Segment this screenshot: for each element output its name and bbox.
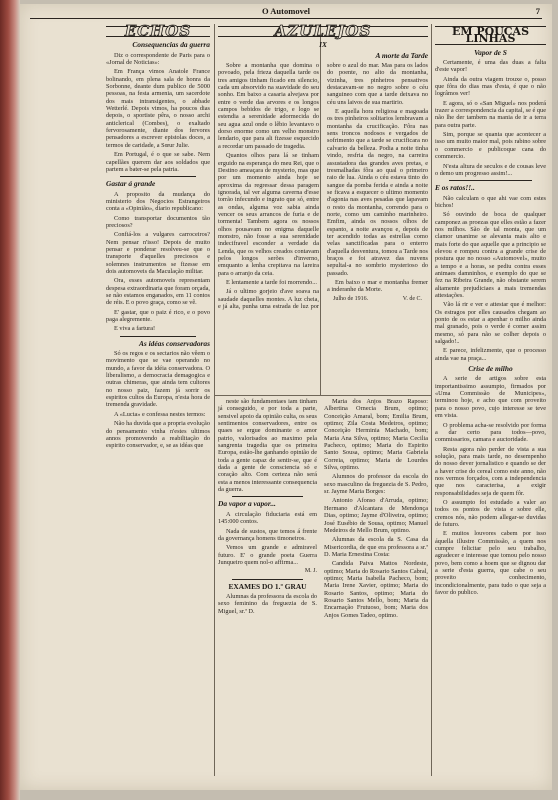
article-title: Consequencias da guerra	[132, 40, 210, 50]
story-date: Julho de 1916.	[333, 295, 369, 302]
article-title: Vapor de S	[474, 47, 507, 57]
paragraph: Como transportar documentos tão preciosos?	[106, 214, 210, 229]
section-masthead-echos: ECHOS	[106, 26, 210, 37]
paragraph: A circulação fiduciaria está em 145:000 contos.	[218, 510, 317, 526]
section-masthead-em-poucas-linhas: EM POUCAS LINHAS	[435, 26, 546, 45]
paragraph: E parece, infelizmente, que o processo ainda vae na praça...	[435, 347, 546, 362]
paragraph: O problema acha-se resolvido por forma a dar certo para todos—povo, commissarios, camara e auctoridade.	[435, 421, 546, 444]
story-author: V. de C.	[402, 295, 422, 302]
column-rule	[431, 24, 432, 776]
paragraph: Vemos um grande e admiravel futuro. E' o grande poeta Guerra Junqueiro quem nol-o affirma...	[218, 544, 317, 566]
book-binding	[0, 0, 20, 800]
column-em-poucas-linhas	[435, 26, 546, 598]
column-echos	[106, 22, 210, 452]
paragraph: Vão lá rir e ver e attestar que é melhor: Os estragos por elles causados chegam ao ponto de os estar a apenhar o milho ainda mal granado, pois o verde é comer assim mesmo, só para não se colher depois o salgado!..	[435, 301, 546, 346]
paragraph: E agora, só o «San Miguel» nos poderá trazer a correspondencia da capital, se é que não lhe der tambem na mania de ir a terra para outra parte.	[435, 99, 546, 129]
paragraph: Em baixo o mar e montanha fremer a inderanhe da Morte.	[327, 279, 428, 294]
newspaper-title: O Automovel	[262, 6, 310, 16]
paragraph: E muitos louvores cabem por isso áquella illustre Commissão, a quem nos cumpre felicitar pelo seu trabalho, agradecer e interesse que tomou pelo nosso povo, bem como a hoem que se dignou dar a serie d'esta guerra, que cabe o seu proveito conhecimento, incondicionalmente, para tudo o que seja a favor do publico.	[435, 530, 546, 597]
divider	[232, 496, 303, 497]
paragraph: E viva a fartura!	[114, 325, 156, 333]
paragraph: Alumnos do professor da escola do sexo masculino da freguezia de S. Pedro, sr. Jayme Maria Borges:	[324, 473, 428, 496]
paragraph: Maria dos Anjos Brazo Raposo: Albertina Ornecia Brum, optimo; Conceição Amaral, bom; Emilia Brum, optimo; Zila Costa Medeiros, optimo; Conceição Herminia Machado, bom; Maria Ana Silva, optimo; Maria Cecilia Pacheco, optimo; Maria do Espirito Santo Sousa, optimo; Maria Gabriela Correia, optimo; Maria de Lourdes Silva, optimo.	[324, 398, 428, 472]
paragraph: Sobre a montanha que domina o povoado, pela frieza daquella tarde os tres amigos tinham ficado em silencio, cada um absorvido na suavidade do seu sonho. Em baixo a casaria alvejava por entre o verde das arvores e os longos campos bebidos de trigo, e logo se estendia a serenidade adormecida do seu agua azul onde o lêbio levantavo o dorso enorme como um velho monstro lendario, que para ali fizesse esquecido a recordar um passado de tragedia.	[218, 62, 319, 150]
paragraph: neste são fundamentaes iam tinham já conseguido, e por toda a parte, sensivel apoio da opinião culta, os seus sentimentos conservadores, entre os quaes se ergue dominante o amor patrio, valorisados ao maximo pela sangrenta tragedia que os primeira Europa, estão-lhe ganhando opinião de toda a gente capaz de sentir-se, que é dada a gente de consciencia só e coração alto. Com certeza não será esta a menos interessante consequencia da guerra.	[218, 398, 317, 494]
paragraph: E' gastar, que o paiz é rico, e o povo paga alegremente.	[106, 308, 210, 324]
column-lower-left	[218, 398, 317, 617]
page-header	[30, 6, 542, 19]
column-lower-mid	[324, 398, 428, 621]
paragraph: O assumpto foi estudado a valer ao todos os pontos de vista e sobre elle, cremos nós, não podem allegar-se duvidas de futuro.	[435, 498, 546, 528]
article-title: EXAMES DO 1.º GRAU	[228, 581, 307, 591]
article-title: Crise de milho	[468, 364, 513, 374]
page-number: 7	[535, 6, 540, 16]
section-masthead-azulejos: AZULEJOS	[218, 26, 428, 37]
paragraph: Candida Paiva Mattos Nordeste, optimo; Maria do Rosario Santos Cabral, optimo; Maria Isabella Pacheco, bom; Maria Irene Xavier, optimo; Maria do Rosario Santos, optimo; Maria do Rosario Santos Mello, bom; Maria da Encarnação Frutuoso, bom; Maria dos Anjos Gomes Tadeo, optimo.	[324, 560, 428, 619]
signature-line	[327, 296, 428, 303]
paragraph: Certamente, é uma das duas a falta d'este vapor!	[435, 59, 546, 74]
paragraph: Ora, esses automoveis representam despesa extraordinaria que foram orçada, se não estamos enganados, em 11 contos de réis. E o povo graça, como se vê.	[106, 277, 210, 307]
paragraph: Só ouvindo de boca de qualquer camponez as proezas que elles estão a fazer nos milhos. São de tal monta, que um clamor unanime se alevanta mais alto e mais forte do que aquelle que a principio se elevou e rompeu contra a grande crise de postura que no nosso «Automovel», muito a tempo e a horas, se pediu contra esses animaes damninhos, e exemplo do que se fez na Ribeira Grande, não obstante serem altamente prejudiciaes a mais tremendas attestações.	[435, 211, 546, 299]
chapter-number: IX	[319, 40, 327, 50]
article-title: Gastar á grande	[106, 179, 156, 189]
paragraph: Alumnas da professora da escola do sexo feminino da freguezia de S. Miguel, sr.ª D.	[218, 592, 317, 615]
divider	[232, 579, 303, 580]
column-rule	[214, 24, 215, 776]
paragraph: Só os regos e os sectarios não vêem o movimento que se vae operando no mundo, a favor da idéia conservadora. O liberalismo, a democracia demagogica e outras chimeras, que ainda tem cultores no nosso paiz, fazem já sorrir os espiritos cultos da Europa, n'esta hora de tremenda gravidade.	[106, 350, 210, 409]
paragraph: Não ha duvida que a propria evolução do pensamento vinha n'estes ultimos annos promovendo a reabilitação do espirito conservador, e, se as idéas que	[106, 420, 210, 450]
paragraph: E aquella hora religiosa e magoada os tres pinheiros solitarios lembravam a montanha da crucificação. Fôra nas sens troncos nodosos e vergados de sofrimento que a tarde se crucificara no calvario da belleza. Podia a noite tinha vindo, resfria da negro, na carreira assustadora das grandes aves pretas, e tresmalhadas fôra ao qual o primeiro raio de lua. Ainda o céu estava tinto do sangue da pomba ferida e ainda a noite se ficava a esquecer o ultimo momento d'agonia nas aves pesadas que lapavam o resto da montanha, correndo para o norte, como um caminho marinheiro. Emfim, ainda os nossos olhos de espanto, a noite avançou e, depois de ter acendido todas as estrellas como velas sanctificadas para o enterro d'aquella desventura, tomou a Tarde nos braços e foi atravez das nuvens sepultal-a no sombrio mysterioso do passado.	[327, 108, 428, 277]
article-title: As idéas conservadoras	[138, 338, 210, 348]
divider	[120, 336, 196, 337]
paragraph: A «Lucta» e confessa nestes termos:	[114, 410, 206, 418]
paragraph: Quantos olhos para lá se tinham erguido na esperança do meu Rei, que o Destino ameaçara de mysterio, mas que por um momento ainda hoje se aproxima da regressar dessa paragem ignorada, tal ver alguma caverna d'esse torrão infecundo e ingrato que só, entre as ondas, alguma voz sabia ainda vencer os seus arrancos de furia e de tormenta! Tambem agora os nossos olhos pousavam no enigma daquelle monstro, não fosse a sua serenidade indecifravel esconder a verdade da Lenda, que os velhos creados contavam pelos longos serões d'inverno, emquanto a lenha crepitava na lareira para o arranjo da ceia.	[218, 152, 319, 277]
horizontal-rule	[214, 395, 431, 396]
paragraph: A proposito da mudança do ministerio dos Negocios Estrangeiros conta a «Opinião», diario republicano:	[106, 190, 210, 213]
story-body	[218, 62, 428, 378]
paragraph: N'esta altura de seculos e de cousas leve o demo um progresso assim!...	[435, 162, 546, 177]
paragraph: Em Portugal, é o que se sabe. Nem capellães querem dar aos soldados que partem a bater-se pela patria.	[106, 151, 210, 173]
paragraph: Em França vimos Anatole France bolinando, em plena sala de honra da Sorbonne, deante dum publico de 5000 pessoas, na festa armenia, um sacerdote dos mais intransigentes, o abbade Wetterlé. Depois vimos, ha poucos dias depois, o sportiste pêra, o nosso archi anticlerical (Combes), o exaltado fervorosamente, diante dos fervores pensadores a escrever epistolas doces, a termos de caridade, a Sœur Julie.	[106, 68, 210, 149]
paragraph: Alumnas da escola da S. Casa da Misericordia, de que era professora a sr.ª D. Maria Ernestina Costa:	[324, 536, 428, 558]
article-title: Da vapor a vapor...	[218, 499, 276, 509]
paragraph: Sim, porque se quanta que acontecer a isso um muito maior mal, pois rabino sobre o commercio e publicoque cana do commercio.	[435, 131, 546, 161]
paragraph: Diz o correspondente de Paris para o «Jornal de Noticias»:	[106, 51, 210, 67]
divider	[120, 176, 196, 177]
paragraph: Resta agora não perder de vista a sua solução, para mais tarde, no desempenho do nosso dever jornalistico e quando se der a haver crise do cereal como este anno, não nos vermos forçados, com a independencia que nos caracterisa, a exigir responsabilidades seja de quem fôr.	[435, 445, 546, 497]
paragraph: Antonio Afonso d'Arruda, optimo; Hermano d'Alcantara de Mendonça Dias, optimo; Jayme d'Oliveira, optimo; José Eusébio de Sousa, optimo; Manuel Medeiros de Mello Brum, optimo.	[324, 497, 428, 534]
paragraph: E lentamente a tarde foi morrendo...	[226, 279, 317, 286]
article-title: A morte da Tarde	[375, 50, 428, 60]
paragraph: A serie de artigos sobre esta importantissimo assumpto, firmados por «Uma Commissão de Municipes», terminou hoje, e acho que com proveito para o nosso povo, cujo interesse se teve em vista.	[435, 375, 546, 420]
paragraph: Nada de sustos, que temos á frente da governança homens timoneiros.	[218, 527, 317, 542]
signature: M. J.	[304, 568, 317, 575]
divider	[449, 180, 532, 181]
paragraph: Ainda da outra viagem trouxe o, posso que fôra do dias mas d'esta, é que o não logrâmos ver!	[435, 75, 546, 98]
paragraph: Confiá-los a vulgares carroceiros? Nem pensar n'isso! Depois de muito pensar e ponderar resolveu-se que o transporte d'aquelles preciosos e solemnes instrumentos se fizesse em dois automoveis da Maculação militar.	[106, 231, 210, 275]
paragraph: Já o ultimo gorjeio d'ave soava na saudade daquelles montes. A luz cheia, e já alta, punha uma estrada de luz por sobre o azul do mar. Mas para os lados do poente, no alto da montanha, vizinha, tres pinheiros pensativos destacavam-se no negro sobre o céu sanguineo com que a tarde deixava no céu uns laivos de sua martirio.	[218, 62, 428, 311]
article-title: E os ratos!!..	[435, 183, 475, 193]
column-azulejos	[218, 22, 428, 378]
paragraph: Não calculam o que ahi vae com estes bichos!	[435, 194, 546, 209]
